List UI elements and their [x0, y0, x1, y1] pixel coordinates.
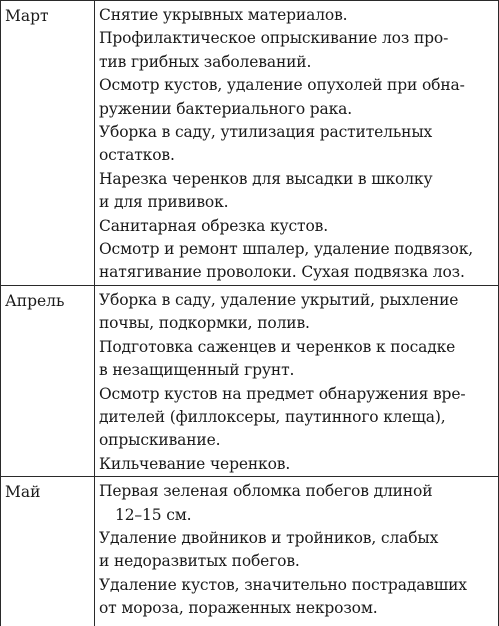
task-line: Уборка в саду, утилизация растительных	[99, 123, 433, 142]
task-line: Осмотр кустов на предмет обнаружения вре-	[99, 384, 466, 403]
task-line: Осмотр и ремонт шпалер, удаление подвязок,	[99, 240, 474, 259]
tasks-cell-april	[95, 285, 499, 476]
task-line: Нарезка черенков для высадки в школку	[99, 169, 433, 188]
month-label-april: Апрель	[5, 291, 65, 310]
tasks-cell-march	[95, 1, 499, 286]
task-line: Удаление кустов, значительно пострадавших	[99, 575, 467, 594]
table-row-april	[1, 285, 499, 476]
task-line: почвы, подкормки, полив.	[99, 314, 310, 333]
task-line: Осмотр кустов, удаление опухолей при обна-	[99, 76, 465, 95]
task-line: Санитарная обрезка кустов.	[99, 216, 328, 235]
task-line: натягивание проволоки. Сухая подвязка лоз.	[99, 263, 465, 282]
month-cell-april	[1, 285, 95, 476]
task-line: тив грибных заболеваний.	[99, 52, 312, 71]
task-line: Первая зеленая обломка побегов длиной	[99, 482, 433, 501]
month-label-march: Март	[5, 7, 49, 25]
task-line: и для прививок.	[99, 193, 229, 212]
task-line: дителей (филлоксеры, паутинного клеща),	[99, 407, 446, 426]
task-line: опрыскивание.	[99, 431, 221, 450]
task-line: ружении бактериального рака.	[99, 99, 353, 118]
tasks-cell-may	[95, 477, 499, 626]
task-line: остатков.	[99, 146, 175, 165]
task-line: 12–15 см.	[115, 505, 192, 524]
task-line: Подготовка саженцев и черенков к посадке	[99, 337, 456, 356]
task-line: Кильчевание черенков.	[99, 454, 291, 473]
month-label-may: Май	[5, 483, 41, 502]
task-line: Удаление двойников и тройников, слабых	[99, 528, 439, 547]
task-line: от мороза, пораженных некрозом.	[99, 599, 378, 618]
task-line: и недоразвитых побегов.	[99, 552, 300, 571]
table-row-may	[1, 477, 499, 626]
month-cell-may	[1, 477, 95, 626]
table-row-march	[1, 1, 499, 286]
task-line: в незащищенный грунт.	[99, 361, 295, 380]
task-line: Профилактическое опрыскивание лоз про-	[99, 29, 449, 48]
task-line: Уборка в саду, удаление укрытий, рыхление	[99, 290, 459, 309]
task-line: Снятие укрывных материалов.	[99, 6, 348, 24]
month-cell-march	[1, 1, 95, 286]
